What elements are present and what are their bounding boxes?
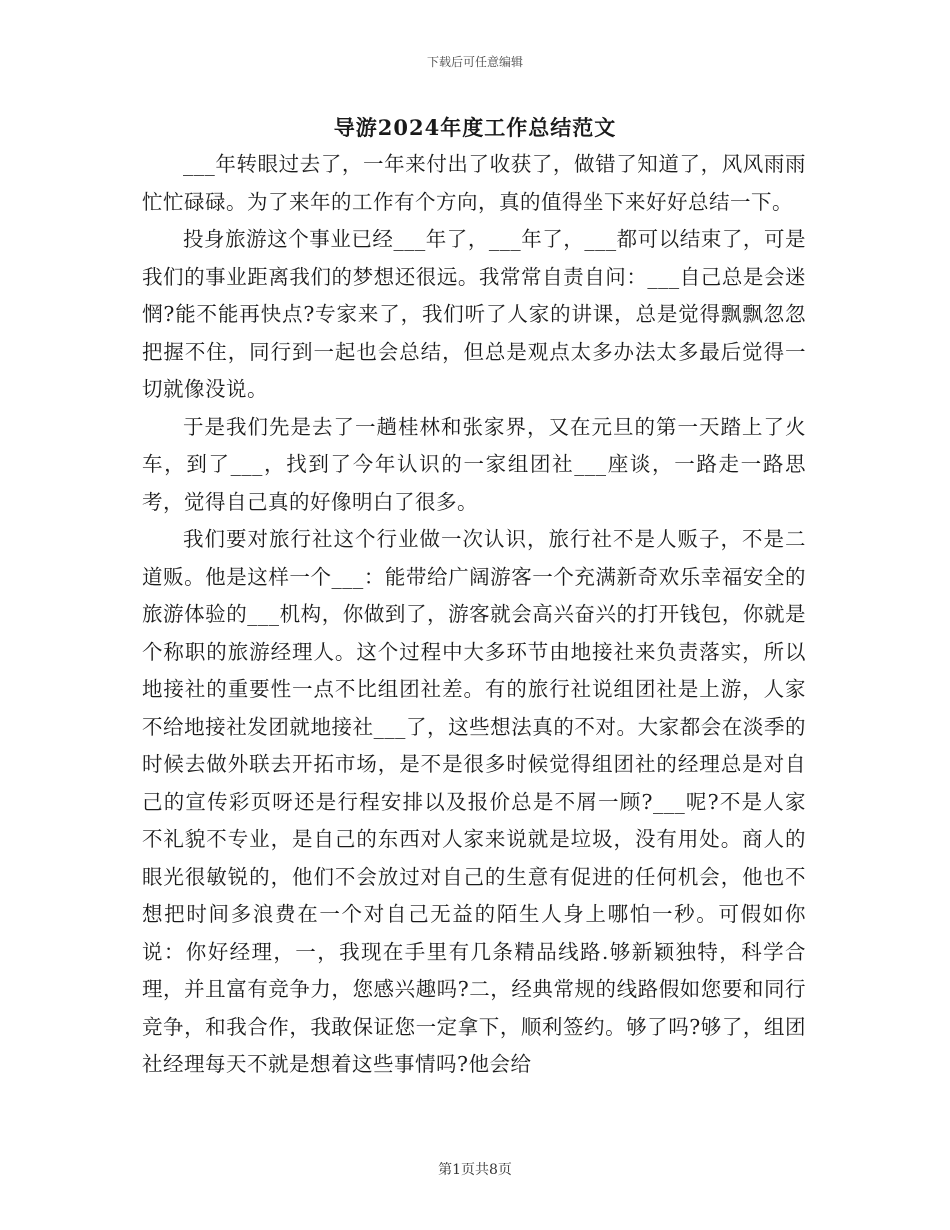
document-title: 导游2024年度工作总结范文 [333, 115, 617, 140]
document-body [142, 146, 806, 1084]
page-number: 第1页共8页 [438, 1162, 512, 1178]
paragraph: ___年转眼过去了，一年来付出了收获了，做错了知道了，风风雨雨忙忙碌碌。为了来年的工作有个方向，真的值得坐下来好好总结一下。 [142, 152, 806, 214]
paragraph: 投身旅游这个事业已经___年了，___年了，___都可以结束了，可是我们的事业距离我们的梦想还很远。我常常自责自问：___自己总是会迷惘?能不能再快点?专家来了，我们听了人家的讲课，总是觉得飘飘忽忽把握不住，同行到一起也会总结，但总是观点太多办法太多最后觉得一切就像没说。 [142, 227, 806, 401]
paragraph: 我们要对旅行社这个行业做一次认识，旅行社不是人贩子，不是二道贩。他是这样一个___：能带给广阔游客一个充满新奇欢乐幸福安全的旅游体验的___机构，你做到了，游客就会高兴奋兴的打开钱包，你就是个称职的旅游经理人。这个过程中大多环节由地接社来负责落实，所以地接社的重要性一点不比组团社差。有的旅行社说组团社是上游，人家不给地接社发团就地接社___了，这些想法真的不对。大家都会在淡季的时候去做外联去开拓市场，是不是很多时候觉得组团社的经理总是对自己的宣传彩页呀还是行程安排以及报价总是不屑一顾?___呢?不是人家不礼貌不专业，是自己的东西对人家来说就是垃圾，没有用处。商人的眼光很敏锐的，他们不会放过对自己的生意有促进的任何机会，他也不想把时间多浪费在一个对自己无益的陌生人身上哪怕一秒。可假如你说：你好经理，一，我现在手里有几条精品线路.够新颖独特，科学合理，并且富有竞争力，您感兴趣吗?二，经典常规的线路假如您要和同行竞争，和我合作，我敢保证您一定拿下，顺利签约。够了吗?够了，组团社经理每天不就是想着这些事情吗?他会给 [142, 527, 806, 1076]
paragraph: 于是我们先是去了一趟桂林和张家界，又在元旦的第一天踏上了火车，到了___，找到了今年认识的一家组团社___座谈，一路走一路思考，觉得自己真的好像明白了很多。 [142, 414, 806, 514]
page-header: 下载后可任意编辑 [426, 55, 523, 69]
